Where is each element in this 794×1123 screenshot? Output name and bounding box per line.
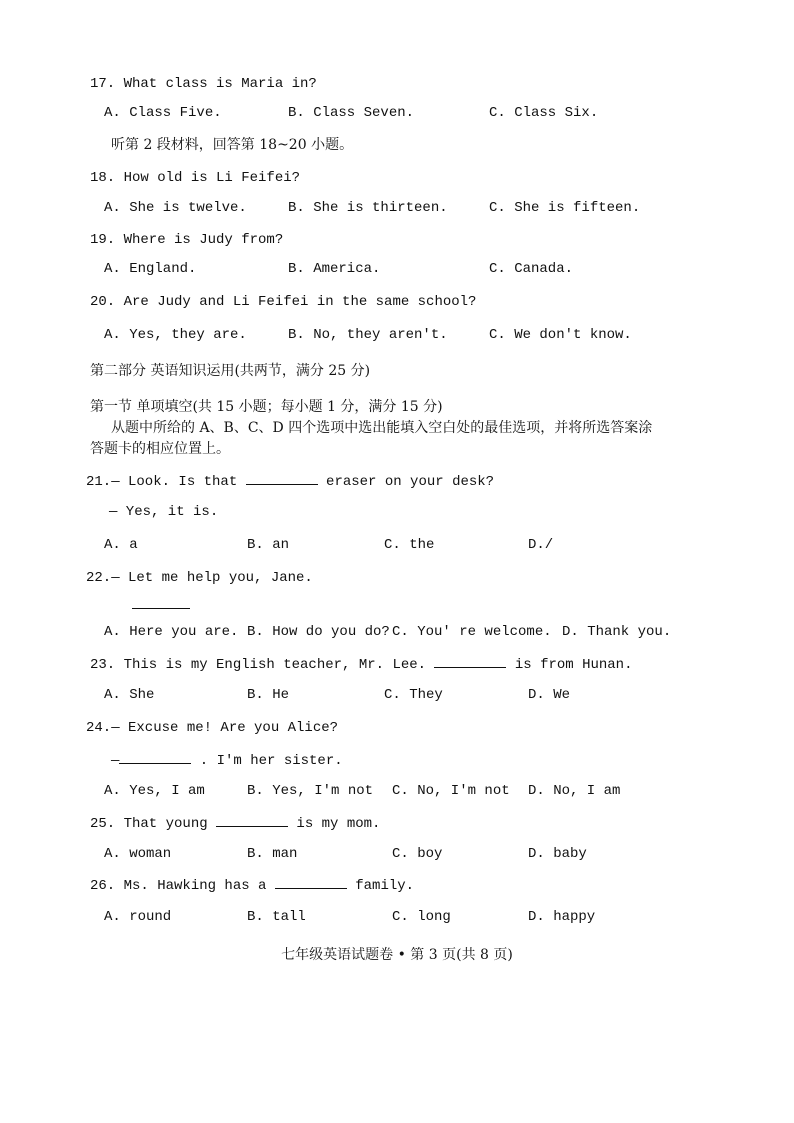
- question-23-option-b: B. He: [247, 687, 290, 703]
- question-24-reply: — . I'm her sister.: [111, 753, 343, 769]
- question-23-option-c: C. They: [384, 687, 443, 703]
- question-17-option-c: C. Class Six.: [489, 105, 599, 121]
- question-23-option-a: A. She: [104, 687, 155, 703]
- part-2-title: 第二部分 英语知识运用(共两节，满分 25 分): [90, 363, 371, 379]
- question-26-option-c: C. long: [392, 909, 451, 925]
- question-23-option-d: D. We: [528, 687, 571, 703]
- question-19-stem: 19. Where is Judy from?: [90, 232, 284, 248]
- question-20-stem: 20. Are Judy and Li Feifei in the same school?: [90, 294, 477, 310]
- question-20-option-b: B. No, they aren't.: [288, 327, 448, 343]
- question-22-option-c: C. You' re welcome.: [392, 624, 552, 640]
- question-25-option-b: B. man: [247, 846, 298, 862]
- question-24-stem: 24.— Excuse me! Are you Alice?: [86, 720, 339, 736]
- answer-blank: [216, 814, 288, 827]
- question-19-option-b: B. America.: [288, 261, 381, 277]
- section-note-18-20: 听第 2 段材料，回答第 18~20 小题。: [111, 137, 354, 153]
- question-17-option-b: B. Class Seven.: [288, 105, 415, 121]
- question-22-option-a: A. Here you are.: [104, 624, 239, 640]
- question-21-option-a: A. a: [104, 537, 138, 553]
- question-24-option-c: C. No, I'm not: [392, 783, 510, 799]
- question-18-stem: 18. How old is Li Feifei?: [90, 170, 301, 186]
- question-20-option-c: C. We don't know.: [489, 327, 632, 343]
- question-21-option-d: D./: [528, 537, 554, 553]
- question-21-reply: — Yes, it is.: [109, 504, 219, 520]
- question-25-stem: 25. That young is my mom.: [90, 816, 381, 832]
- answer-blank: [119, 751, 191, 764]
- question-18-option-a: A. She is twelve.: [104, 200, 247, 216]
- question-20-option-a: A. Yes, they are.: [104, 327, 247, 343]
- question-25-option-c: C. boy: [392, 846, 443, 862]
- question-17-option-a: A. Class Five.: [104, 105, 222, 121]
- question-25-option-d: D. baby: [528, 846, 587, 862]
- question-17-stem: 17. What class is Maria in?: [90, 76, 317, 92]
- question-19-option-c: C. Canada.: [489, 261, 574, 277]
- answer-blank: [246, 472, 318, 485]
- instructions-line-1: 从题中所给的 A、B、C、D 四个选项中选出能填入空白处的最佳选项，并将所选答案涂: [111, 420, 653, 436]
- question-21-option-b: B. an: [247, 537, 290, 553]
- question-26-option-b: B. tall: [247, 909, 306, 925]
- question-24-option-d: D. No, I am: [528, 783, 621, 799]
- instructions-line-2: 答题卡的相应位置上。: [90, 441, 230, 457]
- question-24-option-a: A. Yes, I am: [104, 783, 205, 799]
- section-1-title: 第一节 单项填空(共 15 小题；每小题 1 分，满分 15 分): [90, 399, 443, 415]
- question-18-option-c: C. She is fifteen.: [489, 200, 641, 216]
- question-21-stem: 21.— Look. Is that eraser on your desk?: [86, 474, 495, 490]
- answer-blank: [132, 608, 190, 609]
- question-24-option-b: B. Yes, I'm not: [247, 783, 374, 799]
- question-22-option-d: D. Thank you.: [562, 624, 672, 640]
- question-25-option-a: A. woman: [104, 846, 172, 862]
- question-18-option-b: B. She is thirteen.: [288, 200, 448, 216]
- answer-blank: [275, 876, 347, 889]
- question-19-option-a: A. England.: [104, 261, 197, 277]
- question-26-option-d: D. happy: [528, 909, 596, 925]
- answer-blank: [434, 655, 506, 668]
- question-22-option-b: B. How do you do?: [247, 624, 390, 640]
- question-21-option-c: C. the: [384, 537, 435, 553]
- page-footer: 七年级英语试题卷 • 第 3 页(共 8 页): [281, 947, 513, 963]
- question-26-option-a: A. round: [104, 909, 172, 925]
- question-22-stem: 22.— Let me help you, Jane.: [86, 570, 313, 586]
- question-26-stem: 26. Ms. Hawking has a family.: [90, 878, 415, 894]
- question-23-stem: 23. This is my English teacher, Mr. Lee. is from Hunan.: [90, 657, 633, 673]
